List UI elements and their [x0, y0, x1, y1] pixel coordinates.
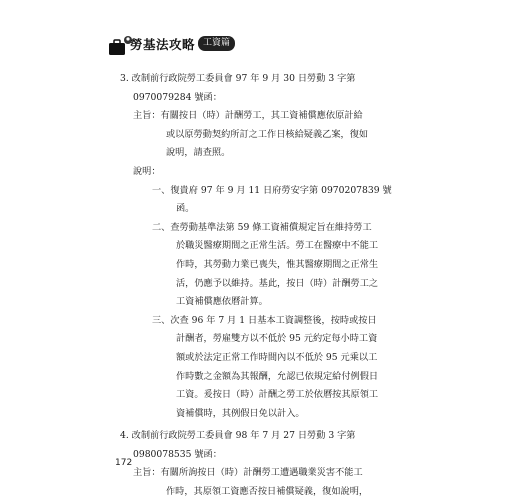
running-header	[108, 26, 248, 60]
item-3-explanation-label: 說明：	[133, 165, 161, 177]
explanation-point-2-line: 於職災醫療期間之正常生活。勞工在醫療中不能工	[176, 240, 379, 252]
page-number: 172	[115, 458, 133, 468]
item-3-subject-line: 或以原勞動契約所訂之工作日核給疑義乙案，復如	[166, 128, 369, 140]
explanation-point-2-line: 活，仍應予以維持。基此，按日（時）計酬勞工之	[176, 277, 379, 289]
item-4-subject-line: 作時，其原領工資應否按日補償疑義，復如說明，	[166, 486, 369, 498]
document-body	[108, 70, 408, 502]
item-3-reference: 0970079284 號函：	[133, 91, 222, 103]
item-4-reference: 0980078535 號函：	[133, 448, 222, 460]
explanation-point-3: 三、次查 96 年 7 月 1 日基本工資調整後，按時或按日	[152, 314, 377, 326]
explanation-point-1-line: 函。	[176, 203, 195, 215]
explanation-point-2-line: 作時，其勞動力業已喪失，惟其醫療期間之正常生	[176, 258, 379, 270]
section-badge: 工資篇	[198, 36, 235, 51]
explanation-point-1: 一、復貴府 97 年 9 月 11 日府勞安字第 0970207839 號	[152, 184, 392, 196]
explanation-point-2: 二、查勞動基準法第 59 條工資補償規定旨在維持勞工	[152, 221, 372, 233]
explanation-point-3-line: 額或於法定正常工作時間內以不低於 95 元乘以工	[176, 351, 378, 363]
item-3-subject-line: 說明，請查照。	[166, 147, 231, 159]
item-4-heading: 4. 改制前行政院勞工委員會 98 年 7 月 27 日勞動 3 字第	[120, 430, 356, 442]
explanation-point-3-line: 作時數之金額為其報酬，允認已依規定給付例假日	[176, 370, 379, 382]
explanation-point-3-line: 資補償時，其例假日免以計入。	[176, 407, 305, 419]
item-4-subject: 主旨：有關所詢按日（時）計酬勞工遭遇職業災害不能工	[133, 467, 363, 479]
explanation-point-3-line: 計酬者，勞雇雙方以不低於 95 元約定每小時工資	[176, 333, 378, 345]
explanation-point-2-line: 工資補償應依曆計算。	[176, 296, 268, 308]
explanation-point-3-line: 工資。爰按日（時）計酬之勞工於依曆按其原領工	[176, 389, 379, 401]
item-3-heading: 3. 改制前行政院勞工委員會 97 年 9 月 30 日勞動 3 字第	[120, 73, 356, 84]
book-title: 勞基法攻略	[130, 37, 196, 52]
item-3-subject: 主旨：有關按日（時）計酬勞工，其工資補償應依原計給	[133, 110, 363, 122]
